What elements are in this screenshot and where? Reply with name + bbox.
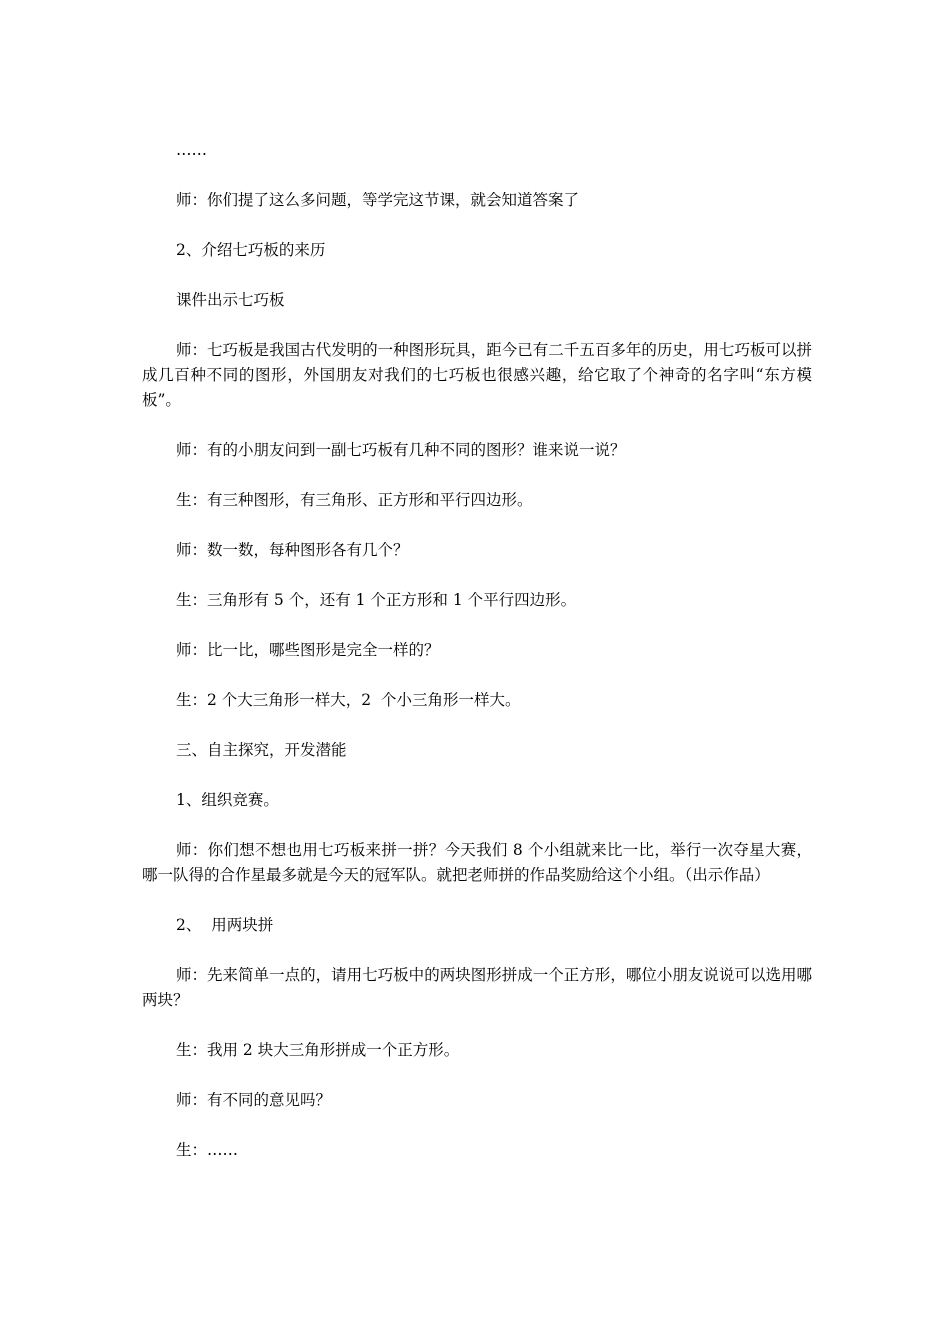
student-line: 生：2 个大三角形一样大，2 个小三角形一样大。: [176, 691, 521, 709]
student-line: 生：……: [176, 1141, 239, 1159]
section-heading: 2、介绍七巧板的来历: [176, 241, 326, 259]
student-line: 生：我用 2 块大三角形拼成一个正方形。: [176, 1041, 460, 1059]
courseware-note: 课件出示七巧板: [176, 291, 285, 309]
ellipsis-line: ……: [176, 141, 207, 159]
teacher-line: 师：你们提了这么多问题，等学完这节课，就会知道答案了: [176, 191, 580, 209]
teacher-line: 师：七巧板是我国古代发明的一种图形玩具，距今已有二千五百多年的历史，用七巧板可以拼成几百种不同的图形，外国朋友对我们的七巧板也很感兴趣，给它取了个神奇的名字叫“东方模板”。: [142, 341, 812, 409]
teacher-line: 师：有的小朋友问到一副七巧板有几种不同的图形？谁来说一说？: [176, 441, 626, 459]
section-heading: 三、自主探究，开发潜能: [176, 741, 347, 759]
teacher-line: 师：数一数，每种图形各有几个？: [176, 541, 409, 559]
student-line: 生：三角形有 5 个，还有 1 个正方形和 1 个平行四边形。: [176, 591, 577, 609]
student-line: 生：有三种图形，有三角形、正方形和平行四边形。: [176, 491, 533, 509]
subsection-heading: 2、 用两块拼: [176, 916, 274, 934]
teacher-line: 师：先来简单一点的，请用七巧板中的两块图形拼成一个正方形，哪位小朋友说说可以选用哪两块？: [142, 966, 812, 1009]
teacher-line: 师：比一比，哪些图形是完全一样的？: [176, 641, 440, 659]
document-body: [142, 138, 812, 1188]
teacher-line: 师：有不同的意见吗？: [176, 1091, 332, 1109]
teacher-line: 师：你们想不想也用七巧板来拼一拼？今天我们 8 个小组就来比一比，举行一次夺星大赛，哪一队得的合作星最多就是今天的冠军队。就把老师拼的作品奖励给这个小组。（出示作品）: [142, 841, 812, 884]
subsection-heading: 1、组织竞赛。: [176, 791, 279, 809]
